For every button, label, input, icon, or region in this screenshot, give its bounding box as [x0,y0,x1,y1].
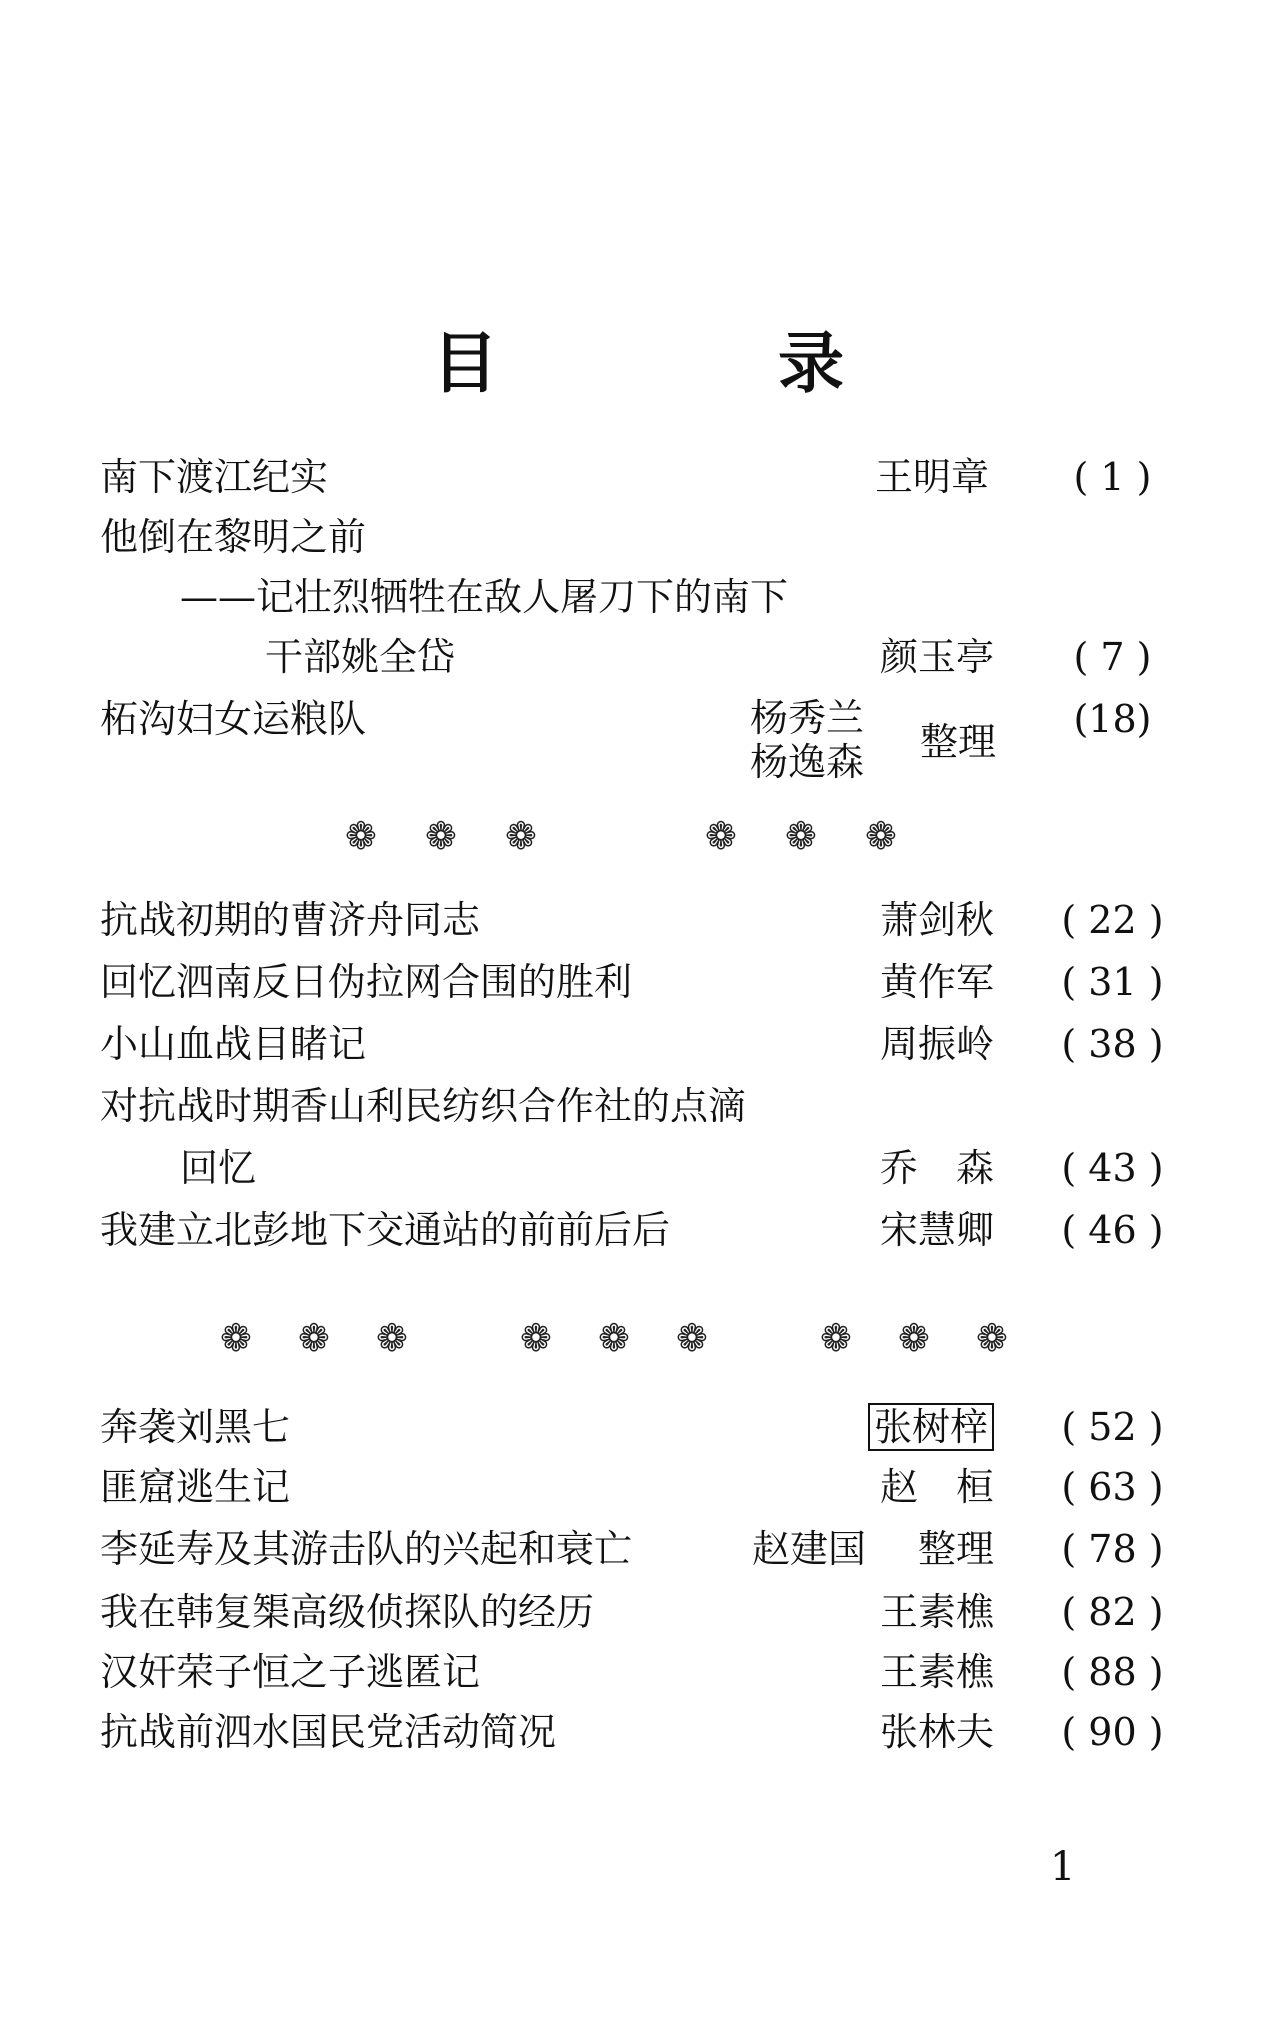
entry-title: 他倒在黎明之前 [100,515,367,559]
ornament-icon: ❁ [220,1316,252,1360]
ornament-icon: ❁ [345,814,377,858]
ornament-icon: ❁ [976,1316,1008,1360]
entry-author: 张林夫 [880,1710,995,1754]
entry-author: 赵 桓 [880,1465,995,1509]
leader-dots [465,630,875,684]
entry-author: 张树梓 [868,1403,994,1451]
entry-page: (18) [1073,697,1152,741]
entry-author: 黄作军 [880,960,995,1004]
toc-entry [100,1585,1180,1639]
toc-entry [100,1079,1180,1133]
entry-author: 赵建国 [752,1527,867,1571]
leader-dots [500,893,875,947]
entry-role: 整理 [918,1527,995,1571]
toc-entry [100,1017,1180,1071]
entry-page: ( 78 ) [1061,1527,1164,1571]
toc-entry [100,955,1180,1009]
entry-title: 汉奸荣子恒之子逃匿记 [100,1650,481,1694]
entry-role: 整理 [920,720,997,764]
entry-page: ( 22 ) [1061,898,1164,942]
entry-page: ( 31 ) [1061,960,1164,1004]
entry-author-1: 杨秀兰 [750,696,865,740]
leader-dots [300,1400,865,1454]
leader-dots [665,955,875,1009]
toc-entry [100,510,1180,564]
entry-title: 我在韩复榘高级侦探队的经历 [100,1590,595,1634]
entry-title: 对抗战时期香山利民纺织合作社的点滴 [100,1084,747,1128]
entry-author: 王素樵 [880,1590,995,1634]
entry-author: 周振岭 [880,1022,995,1066]
leader-dots [265,1141,875,1195]
ornament-icon: ❁ [898,1316,930,1360]
entry-title: 干部姚全岱 [265,635,456,679]
toc-entry-subtitle [100,570,1180,624]
entry-page: ( 38 ) [1061,1022,1164,1066]
entry-author: 王素樵 [880,1650,995,1694]
leader-dots [665,1522,750,1576]
toc-title [0,318,1278,408]
entry-page: ( 52 ) [1061,1405,1164,1449]
leader-dots [382,692,740,746]
entry-title: 匪窟逃生记 [100,1465,291,1509]
entry-page: ( 1 ) [1073,455,1152,499]
toc-entry [100,1400,1180,1454]
entry-title: 柘沟妇女运粮队 [100,697,367,741]
entry-title: 李延寿及其游击队的兴起和衰亡 [100,1527,633,1571]
leader-dots [385,1017,875,1071]
entry-title: 回忆泗南反日伪拉网合围的胜利 [100,960,633,1004]
leader-dots [625,1585,875,1639]
entry-page: ( 82 ) [1061,1590,1164,1634]
entry-page: ( 46 ) [1061,1208,1164,1252]
toc-entry [100,1645,1180,1699]
entry-page: ( 43 ) [1061,1146,1164,1190]
entry-page: ( 88 ) [1061,1650,1164,1694]
entry-title: 我建立北彭地下交通站的前前后后 [100,1208,671,1252]
toc-entry [100,630,1180,684]
ornament-icon: ❁ [520,1316,552,1360]
toc-entry [100,1522,1180,1576]
leader-dots [300,1460,875,1514]
entry-page: ( 63 ) [1061,1465,1164,1509]
entry-title: 南下渡江纪实 [100,455,329,499]
entry-title: 奔袭刘黑七 [100,1405,291,1449]
toc-entry [100,1141,1180,1195]
entry-page: ( 90 ) [1061,1710,1164,1754]
leader-dots [340,450,870,504]
ornament-icon: ❁ [705,814,737,858]
toc-entry [100,692,1180,792]
toc-title-right: 录 [778,324,844,402]
page-number: 1 [1050,1844,1076,1890]
toc-entry [100,1203,1180,1257]
entry-author: 王明章 [875,455,990,499]
entry-title: 小山血战目睹记 [100,1022,367,1066]
entry-author: 宋慧卿 [880,1208,995,1252]
section-divider [0,808,1278,864]
entry-title: 抗战初期的曹济舟同志 [100,898,481,942]
leader-dots [585,1705,875,1759]
ornament-icon: ❁ [598,1316,630,1360]
toc-title-left: 目 [432,324,498,402]
entry-author-2: 杨逸森 [750,740,865,784]
ornament-icon: ❁ [425,814,457,858]
ornament-icon: ❁ [676,1316,708,1360]
leader-dots [520,1645,875,1699]
toc-entry [100,893,1180,947]
section-divider [0,1310,1278,1366]
leader-dots [700,1203,875,1257]
entry-author: 颜玉亭 [880,635,995,679]
ornament-icon: ❁ [376,1316,408,1360]
ornament-icon: ❁ [820,1316,852,1360]
toc-entry [100,1460,1180,1514]
entry-title: 抗战前泗水国民党活动简况 [100,1710,557,1754]
toc-entry [100,1705,1180,1759]
entry-title: ——记壮烈牺牲在敌人屠刀下的南下 [180,575,789,619]
entry-title: 回忆 [180,1146,257,1190]
ornament-icon: ❁ [298,1316,330,1360]
entry-author: 萧剑秋 [880,898,995,942]
entry-page: ( 7 ) [1073,635,1152,679]
ornament-icon: ❁ [505,814,537,858]
entry-author: 乔 森 [880,1146,995,1190]
ornament-icon: ❁ [785,814,817,858]
toc-entry [100,450,1180,504]
ornament-icon: ❁ [865,814,897,858]
